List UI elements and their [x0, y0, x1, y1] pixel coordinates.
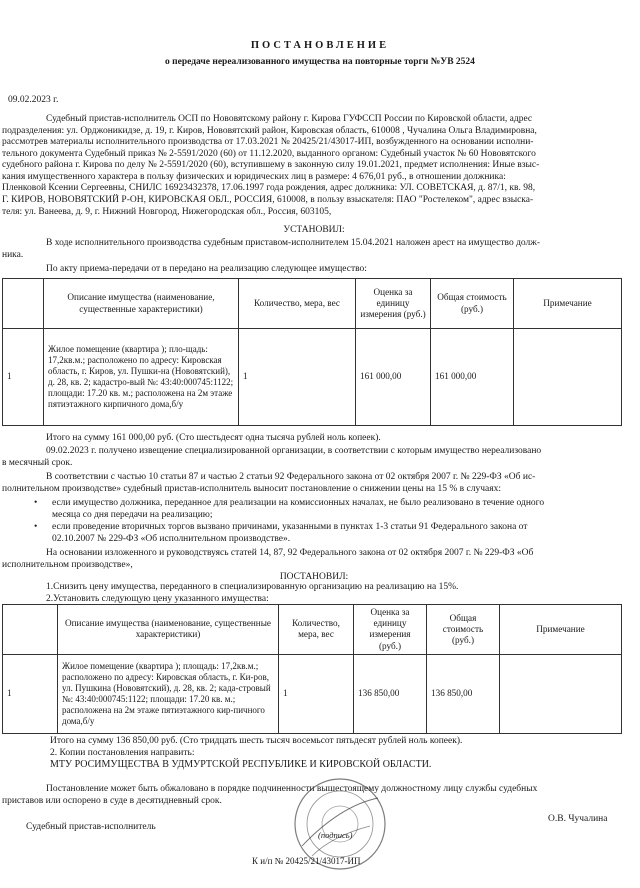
table-cell-total: 161 000,00 [431, 329, 514, 426]
table-cell-unit-price: 136 850,00 [354, 654, 427, 733]
bullet-line: если проведение вторичных торгов вызвано причинами, указанными в пунктах 1-3 статьи 91 Федерального закона от [52, 522, 528, 532]
accordance-line: В соответствии с частью 10 статьи 87 и частью 2 статьи 92 Федерального закона от 02 октября 2007 г. № 229-ФЗ «Об ис- [46, 472, 536, 482]
table-header-row [3, 605, 622, 655]
table-cell-desc: Жилое помещение (квартира ); пло-щадь: 17,2кв.м.; расположено по адресу: Кировская область, г. Киров, ул. Пушки-на (Нововятский), д. 28, кв. 2; кадастро-вый №: 43:40:000745:1122; площади: 17.20 кв. м.; расположена на 2м этаже пятиэтажного кирпичного дома,б/у [44, 329, 239, 426]
copies-recipient: МТУ РОСИМУЩЕСТВА В УДМУРТСКОЙ РЕСПУБЛИКЕ И КИРОВСКОЙ ОБЛАСТИ. [50, 759, 432, 770]
table-cell-num: 1 [3, 654, 58, 733]
arrest-line: В ходе исполнительного производства судебным приставом-исполнителем 15.04.2021 наложен арест на имущество долж- [46, 238, 541, 248]
property-table-1 [2, 278, 622, 426]
document-title: ПОСТАНОВЛЕНИЕ [250, 40, 390, 51]
bullet-marker: • [34, 522, 38, 532]
signer-name: О.В. Чучалина [548, 814, 608, 824]
bullet-text [52, 498, 624, 521]
arrest-paragraph [2, 238, 626, 261]
intro-line: кания имущественного характера в пользу физических и юридических лиц в размере: 4 676,01 руб., в отношении должника: [2, 171, 506, 182]
intro-line: подразделения: ул. Орджоникидзе, д. 19, г. Киров, Нововятский район, Кировская область, 610008 , Чучалина Ольга Владимировна, [2, 125, 537, 136]
intro-line: теля: ул. Ванеева, д. 9, г. Нижний Новгород, Нижегородская обл., Россия, 603105, [2, 206, 332, 217]
intro-line: судебного района г. Кирова по делу № 2-5591/2020 (60), вступившему в законную силу 19.01.2021, предмет исполнения: Иные взыс- [2, 160, 540, 171]
list-item [4, 498, 624, 524]
table-header-cell: Примечание [500, 605, 622, 655]
signature-label: (подпись) [318, 830, 353, 840]
appeal-line: приставов или оспорено в суде в десятидневный срок. [2, 795, 222, 806]
act-text: По акту приема-передачи от в передано на реализацию следующее имущество: [46, 264, 367, 274]
property-table-2 [2, 604, 622, 734]
table-header-cell: Общая стоимость (руб.) [431, 279, 514, 329]
arrest-line: ника. [2, 249, 24, 260]
intro-line: Судебный пристав-исполнитель ОСП по Нововятскому району г. Кирова ГУФССП России по Кировской области, адрес [46, 114, 533, 124]
table-cell-unit-price: 161 000,00 [356, 329, 431, 426]
table-header-cell: Количество, мера, вес [239, 279, 356, 329]
intro-paragraph [2, 114, 626, 218]
accordance-line: полнительном производстве» судебный пристав-исполнитель выносит постановление о снижении цены на 15 % в случаях: [2, 483, 501, 494]
notice-line: 09.02.2023 г. получено извещение специализированной организации, в соответствии с которым имущество нереализовано [46, 446, 542, 456]
bullet-marker: • [34, 498, 38, 508]
case-reference: К и/п № 20425/21/43017-ИП [252, 856, 361, 866]
basis-line: исполнительном производстве», [2, 559, 133, 570]
table-header-row [3, 279, 622, 329]
total-2: Итого на сумму 136 850,00 руб. (Сто тридцать шесть тысяч восемьсот пятьдесят рублей ноль копеек). [50, 736, 463, 746]
established-heading: УСТАНОВИЛ: [283, 225, 345, 235]
bullet-line: месяца со дня передачи на реализацию; [52, 509, 213, 520]
total-1: Итого на сумму 161 000,00 руб. (Сто шестьдесят одна тысяча рублей ноль копеек). [46, 433, 381, 443]
document-subtitle: о передаче нереализованного имущества на повторные торги №УВ 2524 [165, 57, 475, 67]
table-cell-num: 1 [3, 329, 44, 426]
table-row [3, 654, 622, 733]
bullet-line: 02.10.2007 № 229-ФЗ «Об исполнительном производстве». [52, 533, 291, 544]
table-cell-desc: Жилое помещение (квартира ); площадь: 17,2кв.м.; расположено по адресу: Кировская область, г. Ки-ров, ул. Пушкина (Нововятский), д. 28, кв. 2; када-стровый №: 43:40:000745:1122; площади: 17.20 кв. м.; расположена на 2м этаже пятиэтажного кир-пичного дома,б/у [58, 654, 279, 733]
table-cell-note [500, 654, 622, 733]
intro-line: Пленковой Ксении Сергеевны, СНИЛС 16923432378, 17.06.1997 года рождения, адрес должника: УЛ. СОВЕТСКАЯ, д. 87/1, кв. 98, [2, 183, 536, 194]
appeal-line: Постановление может быть обжаловано в порядке подчиненности вышестоящему должностному лицу службы судебных [46, 784, 538, 794]
table-header-cell: Общая стоимость (руб.) [427, 605, 500, 655]
bullet-line: если имущество должника, переданное для реализации на комиссионных началах, не было реализовано в течение одного [52, 498, 545, 508]
table-cell-note [514, 329, 622, 426]
table-cell-qty: 1 [279, 654, 354, 733]
table-header-cell: Описание имущества (наименование, существенные характеристики) [44, 279, 239, 329]
table-header-cell [3, 279, 44, 329]
resolved-item: 2.Установить следующую цену указанного имущества: [46, 593, 269, 604]
intro-line: тельного документа Судебный приказ № 2-5591/2020 (60) от 11.12.2020, выданного органом: Судебный участок № 60 Нововятского [2, 148, 536, 159]
table-header-cell: Описание имущества (наименование, существенные характеристики) [58, 605, 279, 655]
table-row [3, 329, 622, 426]
intro-line: Г. КИРОВ, НОВОВЯТСКИЙ Р-ОН, КИРОВСКАЯ ОБЛ., РОССИЯ, 610008, в пользу взыскателя: ПАО "Ростелеком", адрес взыска- [2, 195, 534, 206]
accordance-paragraph [2, 472, 626, 495]
basis-line: На основании изложенного и руководствуясь статей 14, 87, 92 Федерального закона от 02 октября 2007 г. № 229-ФЗ «Об [46, 548, 534, 558]
bullet-text [52, 522, 624, 545]
notice-paragraph [2, 446, 626, 469]
table-header-cell: Оценка за единицу измерения (руб.) [356, 279, 431, 329]
basis-paragraph [2, 548, 626, 571]
table-header-cell: Примечание [514, 279, 622, 329]
document-date: 09.02.2023 г. [8, 95, 59, 105]
copies-heading: 2. Копии постановления направить: [50, 748, 195, 758]
table-cell-qty: 1 [239, 329, 356, 426]
table-cell-total: 136 850,00 [427, 654, 500, 733]
list-item [4, 522, 624, 548]
table-header-cell: Оценка за единицу измерения (руб.) [354, 605, 427, 655]
resolved-item: 1.Снизить цену имущества, переданного в специализированную организацию на реализацию на 15%. [46, 582, 459, 592]
intro-line: рассмотрев материалы исполнительного производства от 17.03.2021 № 20425/21/43017-ИП, возбужденного на основании исполни- [2, 137, 534, 148]
table-header-cell [3, 605, 58, 655]
signer-title: Судебный пристав-исполнитель [26, 822, 156, 832]
resolved-heading: ПОСТАНОВИЛ: [279, 572, 349, 582]
notice-line: в месячный срок. [2, 457, 73, 468]
table-header-cell: Количество, мера, вес [279, 605, 354, 655]
resolved-items [2, 582, 626, 605]
